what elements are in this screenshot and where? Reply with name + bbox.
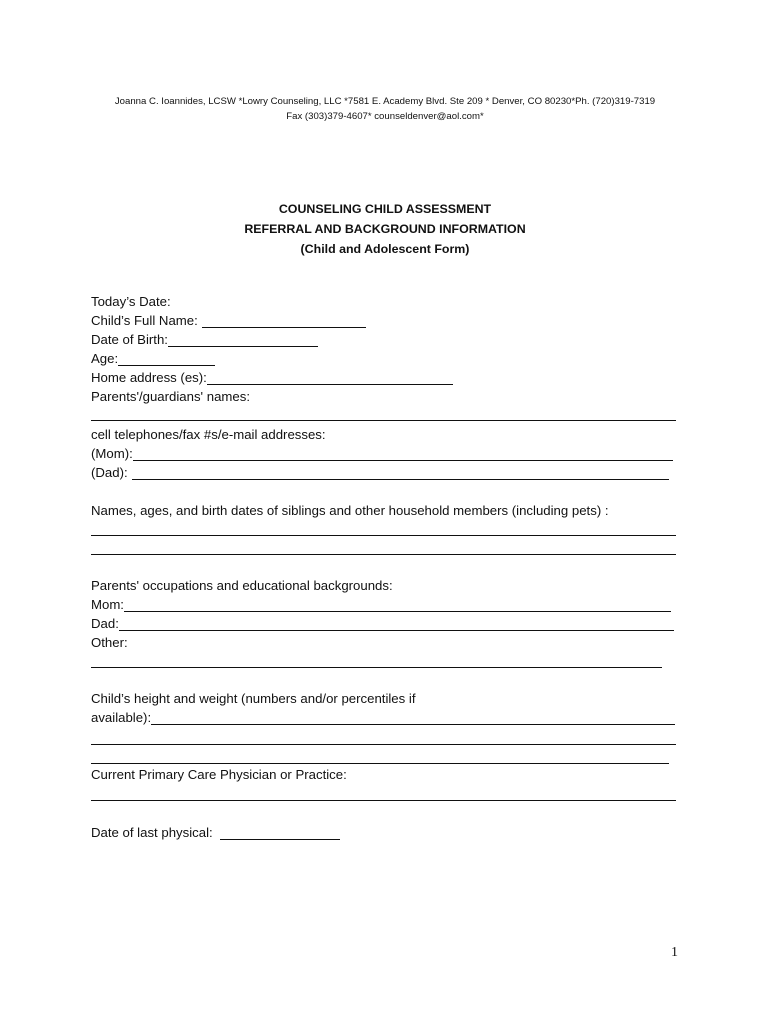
siblings-row — [91, 502, 609, 520]
other-occupation-field[interactable] — [91, 667, 662, 668]
siblings-label: Names, ages, and birth dates of siblings and other household members (including pets) : — [91, 503, 609, 518]
dad-occupation-label: Dad: — [91, 616, 119, 631]
parents-names-label: Parents'/guardians' names: — [91, 389, 250, 404]
height-weight-label-1: Child’s height and weight (numbers and/or percentiles if — [91, 691, 416, 706]
home-address-field[interactable] — [207, 371, 453, 385]
childs-name-row — [91, 312, 366, 330]
other-occupation-label: Other: — [91, 635, 128, 650]
age-label: Age: — [91, 351, 119, 366]
dad-contact-label: (Dad): — [91, 465, 128, 480]
age-row — [91, 350, 215, 368]
childs-name-field[interactable] — [202, 314, 366, 328]
occupations-label: Parents' occupations and educational backgrounds: — [91, 578, 393, 593]
parents-names-row — [91, 388, 250, 406]
mom-occupation-label: Mom: — [91, 597, 124, 612]
mom-contact-row — [91, 445, 673, 463]
letterhead-line-2: Fax (303)379-4607* counseldenver@aol.com* — [286, 111, 484, 122]
childs-name-label: Child’s Full Name: — [91, 313, 198, 328]
last-physical-label: Date of last physical: — [91, 825, 213, 840]
other-occupation-row — [91, 634, 128, 652]
physician-field[interactable] — [91, 800, 676, 801]
todays-date-row — [91, 293, 171, 311]
cell-telephones-row — [91, 426, 326, 444]
home-address-row — [91, 369, 453, 387]
mom-contact-label: (Mom): — [91, 446, 133, 461]
mom-occupation-field[interactable] — [124, 598, 671, 612]
form-title — [0, 199, 770, 259]
occupations-row — [91, 577, 393, 595]
last-physical-row — [91, 824, 340, 842]
height-weight-field-3[interactable] — [91, 763, 669, 764]
height-weight-row-1 — [91, 690, 416, 708]
todays-date-label: Today’s Date: — [91, 294, 171, 309]
height-weight-label-2: available): — [91, 710, 152, 725]
letterhead — [0, 94, 770, 124]
last-physical-field[interactable] — [220, 826, 340, 840]
height-weight-row-2 — [91, 709, 675, 727]
page-number: 1 — [671, 945, 678, 960]
dad-occupation-row — [91, 615, 674, 633]
dad-contact-field[interactable] — [132, 466, 669, 480]
dad-occupation-field[interactable] — [119, 617, 674, 631]
siblings-field-1[interactable] — [91, 535, 676, 536]
parents-names-field[interactable] — [91, 420, 676, 421]
date-of-birth-field[interactable] — [168, 333, 318, 347]
date-of-birth-row — [91, 331, 318, 349]
physician-row — [91, 766, 347, 784]
mom-contact-field[interactable] — [133, 447, 673, 461]
physician-label: Current Primary Care Physician or Practice: — [91, 767, 347, 782]
height-weight-field[interactable] — [151, 711, 675, 725]
siblings-field-2[interactable] — [91, 554, 676, 555]
letterhead-line-1: Joanna C. Ioannides, LCSW *Lowry Counseling, LLC *7581 E. Academy Blvd. Ste 209 * Denver, CO 80230*Ph. (720)319-7319 — [114, 96, 656, 107]
date-of-birth-label: Date of Birth: — [91, 332, 168, 347]
mom-occupation-row — [91, 596, 671, 614]
dad-contact-row — [91, 464, 669, 482]
height-weight-field-2[interactable] — [91, 744, 676, 745]
title-line-3: (Child and Adolescent Form) — [300, 242, 470, 256]
cell-telephones-label: cell telephones/fax #s/e-mail addresses: — [91, 427, 326, 442]
age-field[interactable] — [118, 352, 215, 366]
title-line-1: COUNSELING CHILD ASSESSMENT — [278, 202, 492, 216]
home-address-label: Home address (es): — [91, 370, 207, 385]
title-line-2: REFERRAL AND BACKGROUND INFORMATION — [244, 222, 526, 236]
